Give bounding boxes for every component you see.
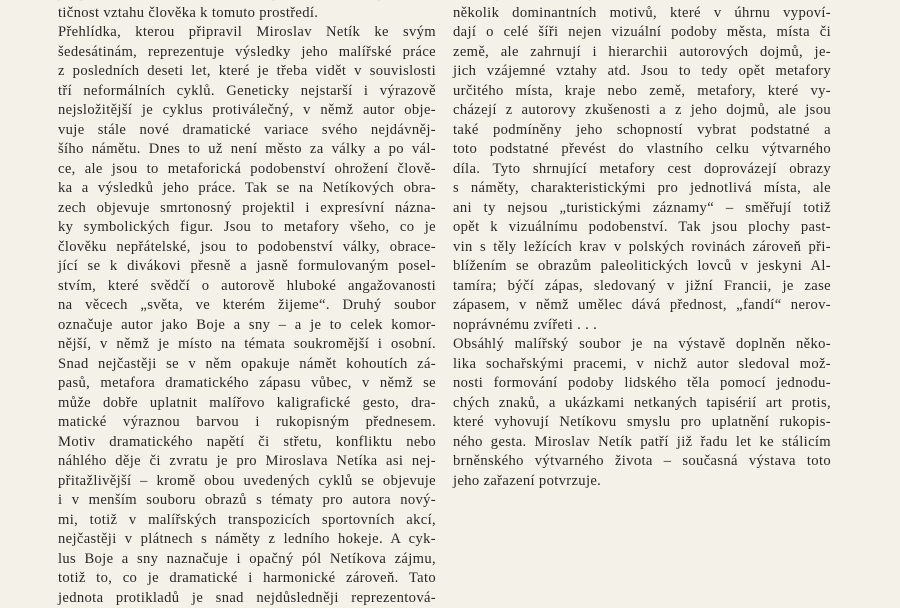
text-line: šího námětu. Dnes to už není město za války a po vál-	[58, 140, 436, 160]
text-line: může dobře uplatnit malířovo kaligrafické gesto, dra-	[58, 394, 436, 414]
text-line: tamíra; býčí zápas, sledovaný v jižní Francii, je zase	[453, 277, 831, 297]
text-line: s náměty, charakteristickými pro jednotlivá místa, ale	[453, 179, 831, 199]
text-line: nější, v němž je místo na témata soukromější i osobní.	[58, 335, 436, 355]
text-line: stvím, které svědčí o autorově hluboké angažovanosti	[58, 277, 436, 297]
text-line: ného gesta. Miroslav Netík patří již řadu let ke stálicím	[453, 433, 831, 453]
right-text-column	[453, 0, 831, 491]
text-line: Snad nejčastěji se v něm opakuje námět kohoutích zá-	[58, 355, 436, 375]
text-line: cházejí z autorovy zkušenosti a z jeho dojmů, ale jsou	[453, 101, 831, 121]
text-line: Motiv dramatického napětí či střetu, konfliktu nebo	[58, 433, 436, 453]
text-line: vin s těly ležících krav v polských rovinách zároveň při-	[453, 238, 831, 258]
text-line: nejčastěji v plátnech s náměty z ledního hokeje. A cyk-	[58, 530, 436, 550]
text-line: náhlého děje či zvratu je pro Miroslava Netíka asi nej-	[58, 452, 436, 472]
text-line: jednota protikladů je snad nejdůsledněji reprezentová-	[58, 589, 436, 608]
text-line: na věcech „světa, ve kterém žijeme“. Druhý soubor	[58, 296, 436, 316]
text-line: ani ty nejsou „turistickými záznamy“ – směřují totiž	[453, 199, 831, 219]
text-line: Obsáhlý malířský soubor je na výstavě doplněn něko-	[453, 335, 831, 355]
text-line: ky symbolických figur. Jsou to metafory všeho, co je	[58, 218, 436, 238]
text-line: jich vzájemné vztahy atd. Jsou to tedy opět metafory	[453, 62, 831, 82]
text-line: vuje stále nové dramatické variace svého nejdávněj-	[58, 121, 436, 141]
text-line: Přehlídka, kterou připravil Miroslav Netík ke svým	[58, 23, 436, 43]
text-line: označuje autor jako Boje a sny – a je to celek komor-	[58, 316, 436, 336]
text-line: matické výraznou barvou i rukopisným přednesem.	[58, 413, 436, 433]
text-line: šedesátinám, reprezentuje výsledky jeho malířské práce	[58, 43, 436, 63]
text-line: blížením se obrazům paleolitických lovců v jeskyni Al-	[453, 257, 831, 277]
text-line: ka a výsledků jeho práce. Tak se na Netíkových obra-	[58, 179, 436, 199]
text-line: zápasem, v němž umělec dává přednost, „fandí“ nerov-	[453, 296, 831, 316]
text-line: brněnského výtvarného života – současná výstava toto	[453, 452, 831, 472]
text-line: tří neformálních cyklů. Geneticky nejstarší i výrazově	[58, 82, 436, 102]
text-line: ce, ale jsou to metaforická podobenství ohrožení člově-	[58, 160, 436, 180]
text-line: země, ale zahrnují i hierarchii autorových dojmů, je-	[453, 43, 831, 63]
text-line: přitažlivější – kromě obou uvedených cyklů se objevuje	[58, 472, 436, 492]
text-line: také podmíněny jeho schopností vybrat podstatné a	[453, 121, 831, 141]
text-line: nejsložitější je cyklus protiválečný, v němž autor obje-	[58, 101, 436, 121]
text-line: lika sochařskými pracemi, v nichž autor sledoval mož-	[453, 355, 831, 375]
text-line: díla. Tyto shrnující metafory cest doprovázejí obrazy	[453, 160, 831, 180]
text-line: i v menším souboru obrazů s tématy pro autora nový-	[58, 491, 436, 511]
text-line: určitého místa, kraje nebo země, metafory, které vy-	[453, 82, 831, 102]
text-line: zech objevuje smrtonosný projektil i expresívní názna-	[58, 199, 436, 219]
left-text-column	[58, 0, 436, 608]
text-line: několik dominantních motivů, které v úhrnu vypoví-	[453, 4, 831, 24]
text-line: pasů, metafora dramatického zápasu vůbec, v němž se	[58, 374, 436, 394]
text-line: noprávnému zvířeti . . .	[453, 316, 831, 336]
text-line: totiž to, co je dramatické i harmonické zároveň. Tato	[58, 569, 436, 589]
text-line: opět k vizuálnímu podobenství. Tak jsou plochy past-	[453, 218, 831, 238]
text-line	[58, 0, 436, 4]
text-line: jeho zařazení potvrzuje.	[453, 472, 831, 492]
text-line: chých znaků, a ukázkami netkaných tapisérií art protis,	[453, 394, 831, 414]
text-line: které vyhovují Netíkovu smyslu pro uplatnění rukopis-	[453, 413, 831, 433]
text-line: člověku nepřátelské, jsou to podobenství války, obrace-	[58, 238, 436, 258]
text-line	[453, 0, 831, 4]
text-line: tičnost vztahu člověka k tomuto prostředí.	[58, 4, 436, 24]
text-line: lus Boje a sny naznačuje i opačný pól Netíkova zájmu,	[58, 550, 436, 570]
text-line: dají o celé šíři nejen vizuální podoby města, místa či	[453, 23, 831, 43]
text-line: nosti formování podoby lidského těla pomocí jednodu-	[453, 374, 831, 394]
text-line: mi, totiž v malířských transpozicích sportovních akcí,	[58, 511, 436, 531]
text-line: toto podstatné převést do vlastního celku výtvarného	[453, 140, 831, 160]
text-line: jící se k divákovi přesně a jasně formulovaným posel-	[58, 257, 436, 277]
text-line: z posledních deseti let, které je třeba vidět v souvislosti	[58, 62, 436, 82]
